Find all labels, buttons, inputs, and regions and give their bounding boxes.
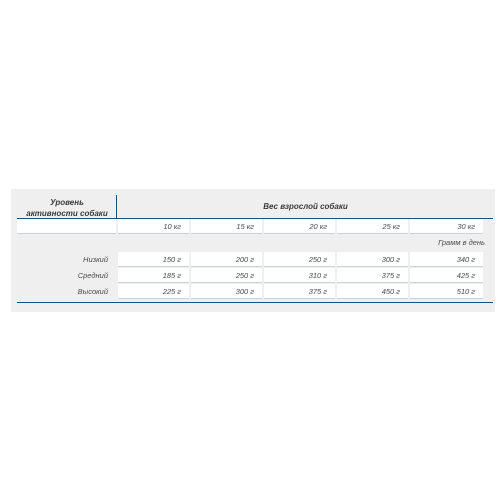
table-cell: 375 г [264, 284, 335, 299]
table-bottom-rule [17, 302, 493, 303]
header-divider-vertical [116, 195, 117, 219]
feeding-table [11, 189, 495, 312]
table-cell: 225 г [118, 284, 189, 299]
table-cell: 425 г [410, 268, 483, 283]
table-cell: 310 г [264, 268, 335, 283]
unit-note: Грамм в день [438, 238, 485, 247]
weight-cell: 10 кг [118, 219, 189, 234]
table-cell: 300 г [337, 252, 408, 267]
table-cell: 250 г [191, 268, 262, 283]
weight-row-label-cell [17, 219, 116, 234]
table-cell: 200 г [191, 252, 262, 267]
row-label-medium: Средний [77, 271, 108, 280]
table-cell: 300 г [191, 284, 262, 299]
weight-cell: 30 кг [410, 219, 483, 234]
table-cell: 340 г [410, 252, 483, 267]
activity-header-line1: Уровень [50, 198, 84, 207]
weight-header: Вес взрослой собаки [263, 202, 348, 211]
table-cell: 375 г [337, 268, 408, 283]
table-cell: 510 г [410, 284, 483, 299]
header-divider-horizontal [17, 218, 493, 219]
table-cell: 250 г [264, 252, 335, 267]
table-cell: 150 г [118, 252, 189, 267]
row-label-high: Высокий [77, 287, 108, 296]
row-label-low: Низкий [83, 255, 108, 264]
weight-cell: 15 кг [191, 219, 262, 234]
table-cell: 450 г [337, 284, 408, 299]
weight-cell: 20 кг [264, 219, 335, 234]
weight-cell: 25 кг [337, 219, 408, 234]
activity-header [17, 197, 117, 219]
activity-header-line2: активности собаки [26, 209, 108, 218]
table-cell: 185 г [118, 268, 189, 283]
